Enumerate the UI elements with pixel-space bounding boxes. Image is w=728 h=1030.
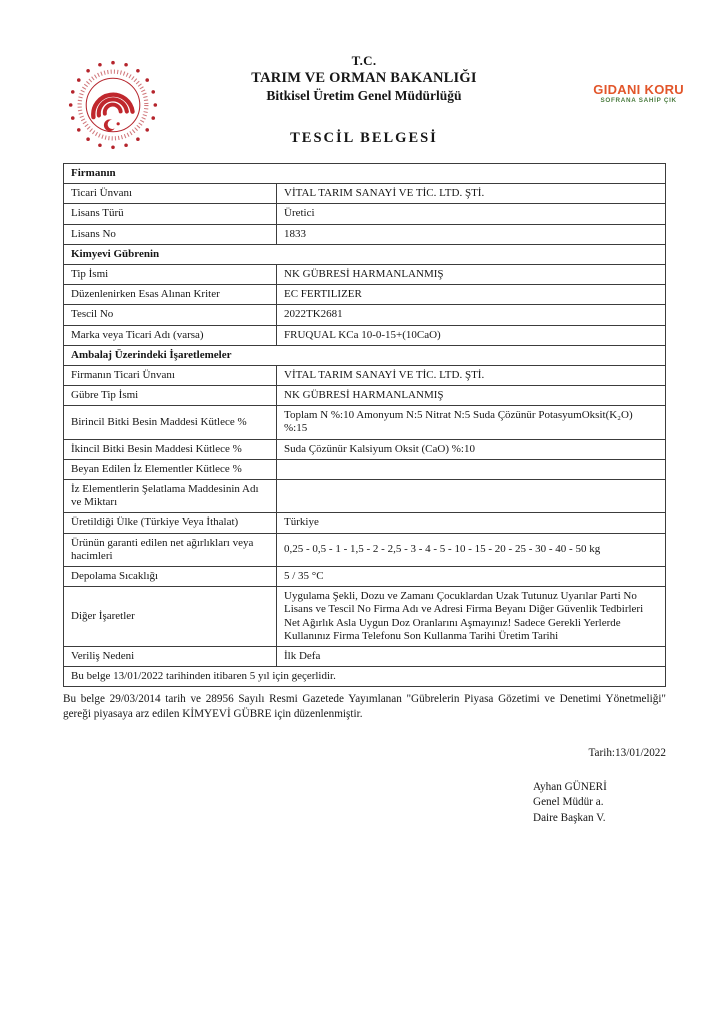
regulation-note: Bu belge 29/03/2014 tarih ve 28956 Sayılı Resmi Gazetede Yayımlanan "Gübrelerin Piyasa Gözetimi ve Denetimi Yönetmeliği" gereği piyasaya arz edilen KİMYEVİ GÜBRE için düzenlenmiştir. — [63, 693, 666, 721]
section-header: Kimyevi Gübrenin — [64, 244, 666, 264]
table-row — [64, 345, 666, 365]
table-row — [64, 406, 666, 439]
table-row — [64, 439, 666, 459]
ministry-name: TARIM VE ORMAN BAKANLIĞI — [251, 70, 477, 86]
field-value: Türkiye — [277, 513, 666, 533]
table-row — [64, 184, 666, 204]
signature-block — [533, 780, 666, 827]
field-value: VİTAL TARIM SANAYİ VE TİC. LTD. ŞTİ. — [277, 184, 666, 204]
field-value — [277, 480, 666, 513]
directorate-name: Bitkisel Üretim Genel Müdürlüğü — [266, 88, 462, 103]
signatory-title-1: Genel Müdür a. — [533, 796, 604, 809]
gidani-koru-logo — [593, 83, 684, 105]
field-value: NK GÜBRESİ HARMANLANMIŞ — [277, 386, 666, 406]
document-title: TESCİL BELGESİ — [290, 130, 438, 146]
field-label: Düzenlenirken Esas Alınan Kriter — [64, 285, 277, 305]
field-label: Birincil Bitki Besin Maddesi Kütlece % — [64, 406, 277, 439]
field-label: Ticari Ünvanı — [64, 184, 277, 204]
field-label: Beyan Edilen İz Elementler Kütlece % — [64, 459, 277, 479]
certificate-table — [63, 163, 666, 687]
signatory-name: Ayhan GÜNERİ — [533, 780, 607, 793]
field-value: 1833 — [277, 224, 666, 244]
table-row — [64, 566, 666, 586]
field-label: Ürünün garanti edilen net ağırlıkları veya hacimleri — [64, 533, 277, 566]
table-row — [64, 365, 666, 385]
field-label: Marka veya Ticari Adı (varsa) — [64, 325, 277, 345]
signatory-title-2: Daire Başkan V. — [533, 812, 606, 825]
gidani-koru-title: GIDANI KORU — [593, 82, 684, 97]
table-row — [64, 204, 666, 224]
table-row — [64, 533, 666, 566]
gidani-koru-subtitle: SOFRANA SAHİP ÇIK — [600, 97, 677, 105]
certificate-body — [63, 163, 666, 827]
state-line: T.C. — [351, 53, 377, 68]
table-row — [64, 244, 666, 264]
field-value: Suda Çözünür Kalsiyum Oksit (CaO) %:10 — [277, 439, 666, 459]
field-value: NK GÜBRESİ HARMANLANMIŞ — [277, 264, 666, 284]
field-label: Diğer İşaretler — [64, 587, 277, 647]
field-label: Üretildiği Ülke (Türkiye Veya İthalat) — [64, 513, 277, 533]
field-label: Lisans Türü — [64, 204, 277, 224]
table-row — [64, 264, 666, 284]
field-value — [277, 459, 666, 479]
table-row — [64, 224, 666, 244]
table-row — [64, 386, 666, 406]
field-value: 0,25 - 0,5 - 1 - 1,5 - 2 - 2,5 - 3 - 4 - 5 - 10 - 15 - 20 - 25 - 30 - 40 - 50 kg — [277, 533, 666, 566]
field-label: Lisans No — [64, 224, 277, 244]
table-row — [64, 164, 666, 184]
field-value: VİTAL TARIM SANAYİ VE TİC. LTD. ŞTİ. — [277, 365, 666, 385]
field-label: İkincil Bitki Besin Maddesi Kütlece % — [64, 439, 277, 459]
field-label: Firmanın Ticari Ünvanı — [64, 365, 277, 385]
field-value: FRUQUAL KCa 10-0-15+(10CaO) — [277, 325, 666, 345]
table-row — [64, 480, 666, 513]
table-row — [64, 285, 666, 305]
field-label: İz Elementlerin Şelatlama Maddesinin Adı ve Miktarı — [64, 480, 277, 513]
field-value: Toplam N %:10 Amonyum N:5 Nitrat N:5 Suda Çözünür PotasyumOksit(K₂O) %:15 — [277, 406, 666, 439]
table-row — [64, 646, 666, 666]
section-header: Firmanın — [64, 164, 666, 184]
field-value: İlk Defa — [277, 646, 666, 666]
table-row — [64, 513, 666, 533]
field-label: Gübre Tip İsmi — [64, 386, 277, 406]
issue-date: Tarih:13/01/2022 — [588, 746, 666, 759]
field-value: Üretici — [277, 204, 666, 224]
table-row — [64, 459, 666, 479]
field-value: 2022TK2681 — [277, 305, 666, 325]
field-value: Uygulama Şekli, Dozu ve Zamanı Çocuklardan Uzak Tutunuz Uyarılar Parti No Lisans ve Tescil No Firma Adı ve Adresi Firma Beyanı Diğer Güvenlik Tedbirleri Net Ağırlık Asla Uygun Doz Oranlarını Aşmayınız! Sadece Gerekli Yerlerde Kullanınız Firma Telefonu Son Kullanma Tarihi Üretim Tarihi — [277, 587, 666, 647]
field-value: 5 / 35 °C — [277, 566, 666, 586]
field-label: Tip İsmi — [64, 264, 277, 284]
section-header: Ambalaj Üzerindeki İşaretlemeler — [64, 345, 666, 365]
field-value: EC FERTILIZER — [277, 285, 666, 305]
field-label: Depolama Sıcaklığı — [64, 566, 277, 586]
table-row — [64, 667, 666, 687]
table-row — [64, 305, 666, 325]
field-label: Veriliş Nedeni — [64, 646, 277, 666]
table-row — [64, 325, 666, 345]
table-row — [64, 587, 666, 647]
field-label: Tescil No — [64, 305, 277, 325]
validity-note: Bu belge 13/01/2022 tarihinden itibaren 5 yıl için geçerlidir. — [64, 667, 666, 687]
